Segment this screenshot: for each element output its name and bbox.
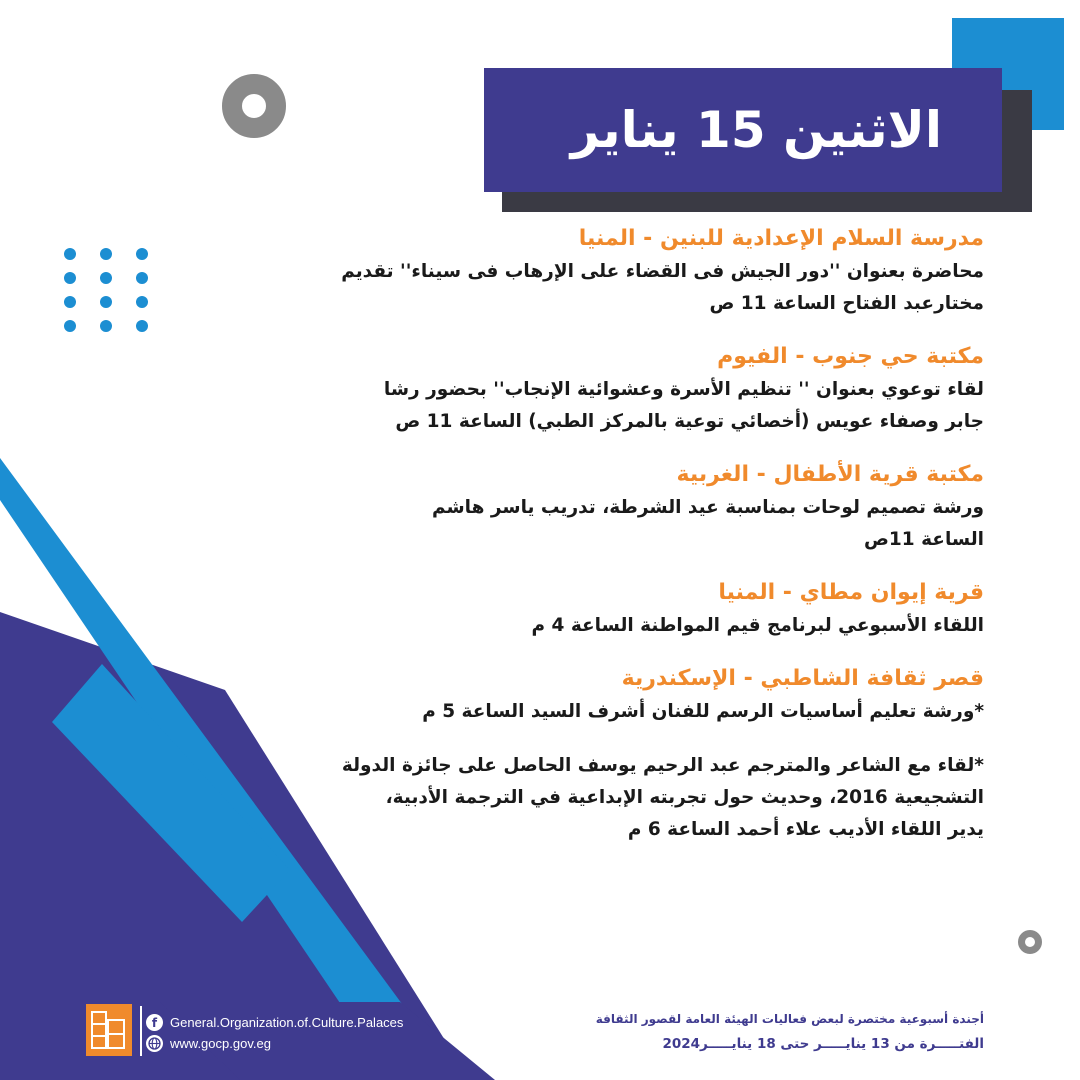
logo <box>86 1004 132 1056</box>
event-description-line: لقاء توعوي بعنوان '' تنظيم الأسرة وعشوائية الإنجاب'' بحضور رشا <box>383 379 984 400</box>
dot <box>136 296 148 308</box>
event-description-line: محاضرة بعنوان ''دور الجيش فى القضاء على الإرهاب فى سيناء'' تقديم <box>341 261 984 282</box>
event-description-line: جابر وصفاء عويس (أخصائي توعية بالمركز الطبي) الساعة 11 ص <box>395 411 984 432</box>
website-url-text: www.gocp.gov.eg <box>170 1036 271 1051</box>
event-item <box>264 662 984 846</box>
event-description-line: يدير اللقاء الأديب علاء أحمد الساعة 6 م <box>627 819 984 840</box>
event-venue: مكتبة حي جنوب - الفيوم <box>717 344 984 369</box>
spacer <box>264 728 984 750</box>
event-description-line: مختارعبد الفتاح الساعة 11 ص <box>709 293 984 314</box>
event-list <box>264 222 984 866</box>
event-venue: مدرسة السلام الإعدادية للبنين - المنيا <box>578 226 984 251</box>
ring-icon <box>222 74 286 138</box>
footer-divider <box>140 1006 142 1056</box>
agenda-period: الفتـــــرة من 13 ينايـــــر حتى 18 ينايـــــر2024 <box>662 1036 984 1052</box>
event-description-line: اللقاء الأسبوعي لبرنامج قيم المواطنة الساعة 4 م <box>531 615 984 636</box>
dot <box>100 320 112 332</box>
logo-mark-icon <box>86 1004 132 1056</box>
dot <box>100 272 112 284</box>
dot <box>100 296 112 308</box>
event-description-line: ورشة تصميم لوحات بمناسبة عيد الشرطة، تدريب ياسر هاشم <box>431 497 984 518</box>
dot <box>64 272 76 284</box>
event-venue: قصر ثقافة الشاطبي - الإسكندرية <box>621 666 984 691</box>
header-box <box>484 68 1002 192</box>
dot <box>136 248 148 260</box>
event-item <box>264 222 984 320</box>
website-row[interactable] <box>146 1035 271 1052</box>
globe-icon <box>146 1035 163 1052</box>
dot <box>64 296 76 308</box>
ring-icon <box>1018 930 1042 954</box>
event-venue: قرية إيوان مطاي - المنيا <box>718 580 984 605</box>
event-description-line: الساعة 11ص <box>864 529 984 550</box>
event-description-line: *ورشة تعليم أساسيات الرسم للفنان أشرف السيد الساعة 5 م <box>422 701 984 722</box>
dot <box>136 320 148 332</box>
event-venue: مكتبة قرية الأطفال - الغربية <box>676 462 984 487</box>
dot <box>64 248 76 260</box>
event-description-line: *لقاء مع الشاعر والمترجم عبد الرحيم يوسف الحاصل على جائزة الدولة <box>341 755 984 776</box>
event-description-line: التشجيعية 2016، وحديث حول تجربته الإبداعية في الترجمة الأدبية، <box>385 787 984 808</box>
page-title: الاثنين 15 يناير <box>570 101 942 159</box>
dot-grid <box>64 248 148 332</box>
dot <box>100 248 112 260</box>
facebook-icon: f <box>146 1014 163 1031</box>
event-item <box>264 458 984 556</box>
dot <box>64 320 76 332</box>
dot <box>136 272 148 284</box>
facebook-row[interactable] <box>146 1014 403 1031</box>
agenda-caption: أجندة أسبوعية مختصرة لبعض فعاليات الهيئة العامة لقصور الثقافة <box>595 1012 984 1026</box>
event-item <box>264 340 984 438</box>
facebook-page-text: General.Organization.of.Culture.Palaces <box>170 1015 404 1030</box>
event-item <box>264 576 984 642</box>
